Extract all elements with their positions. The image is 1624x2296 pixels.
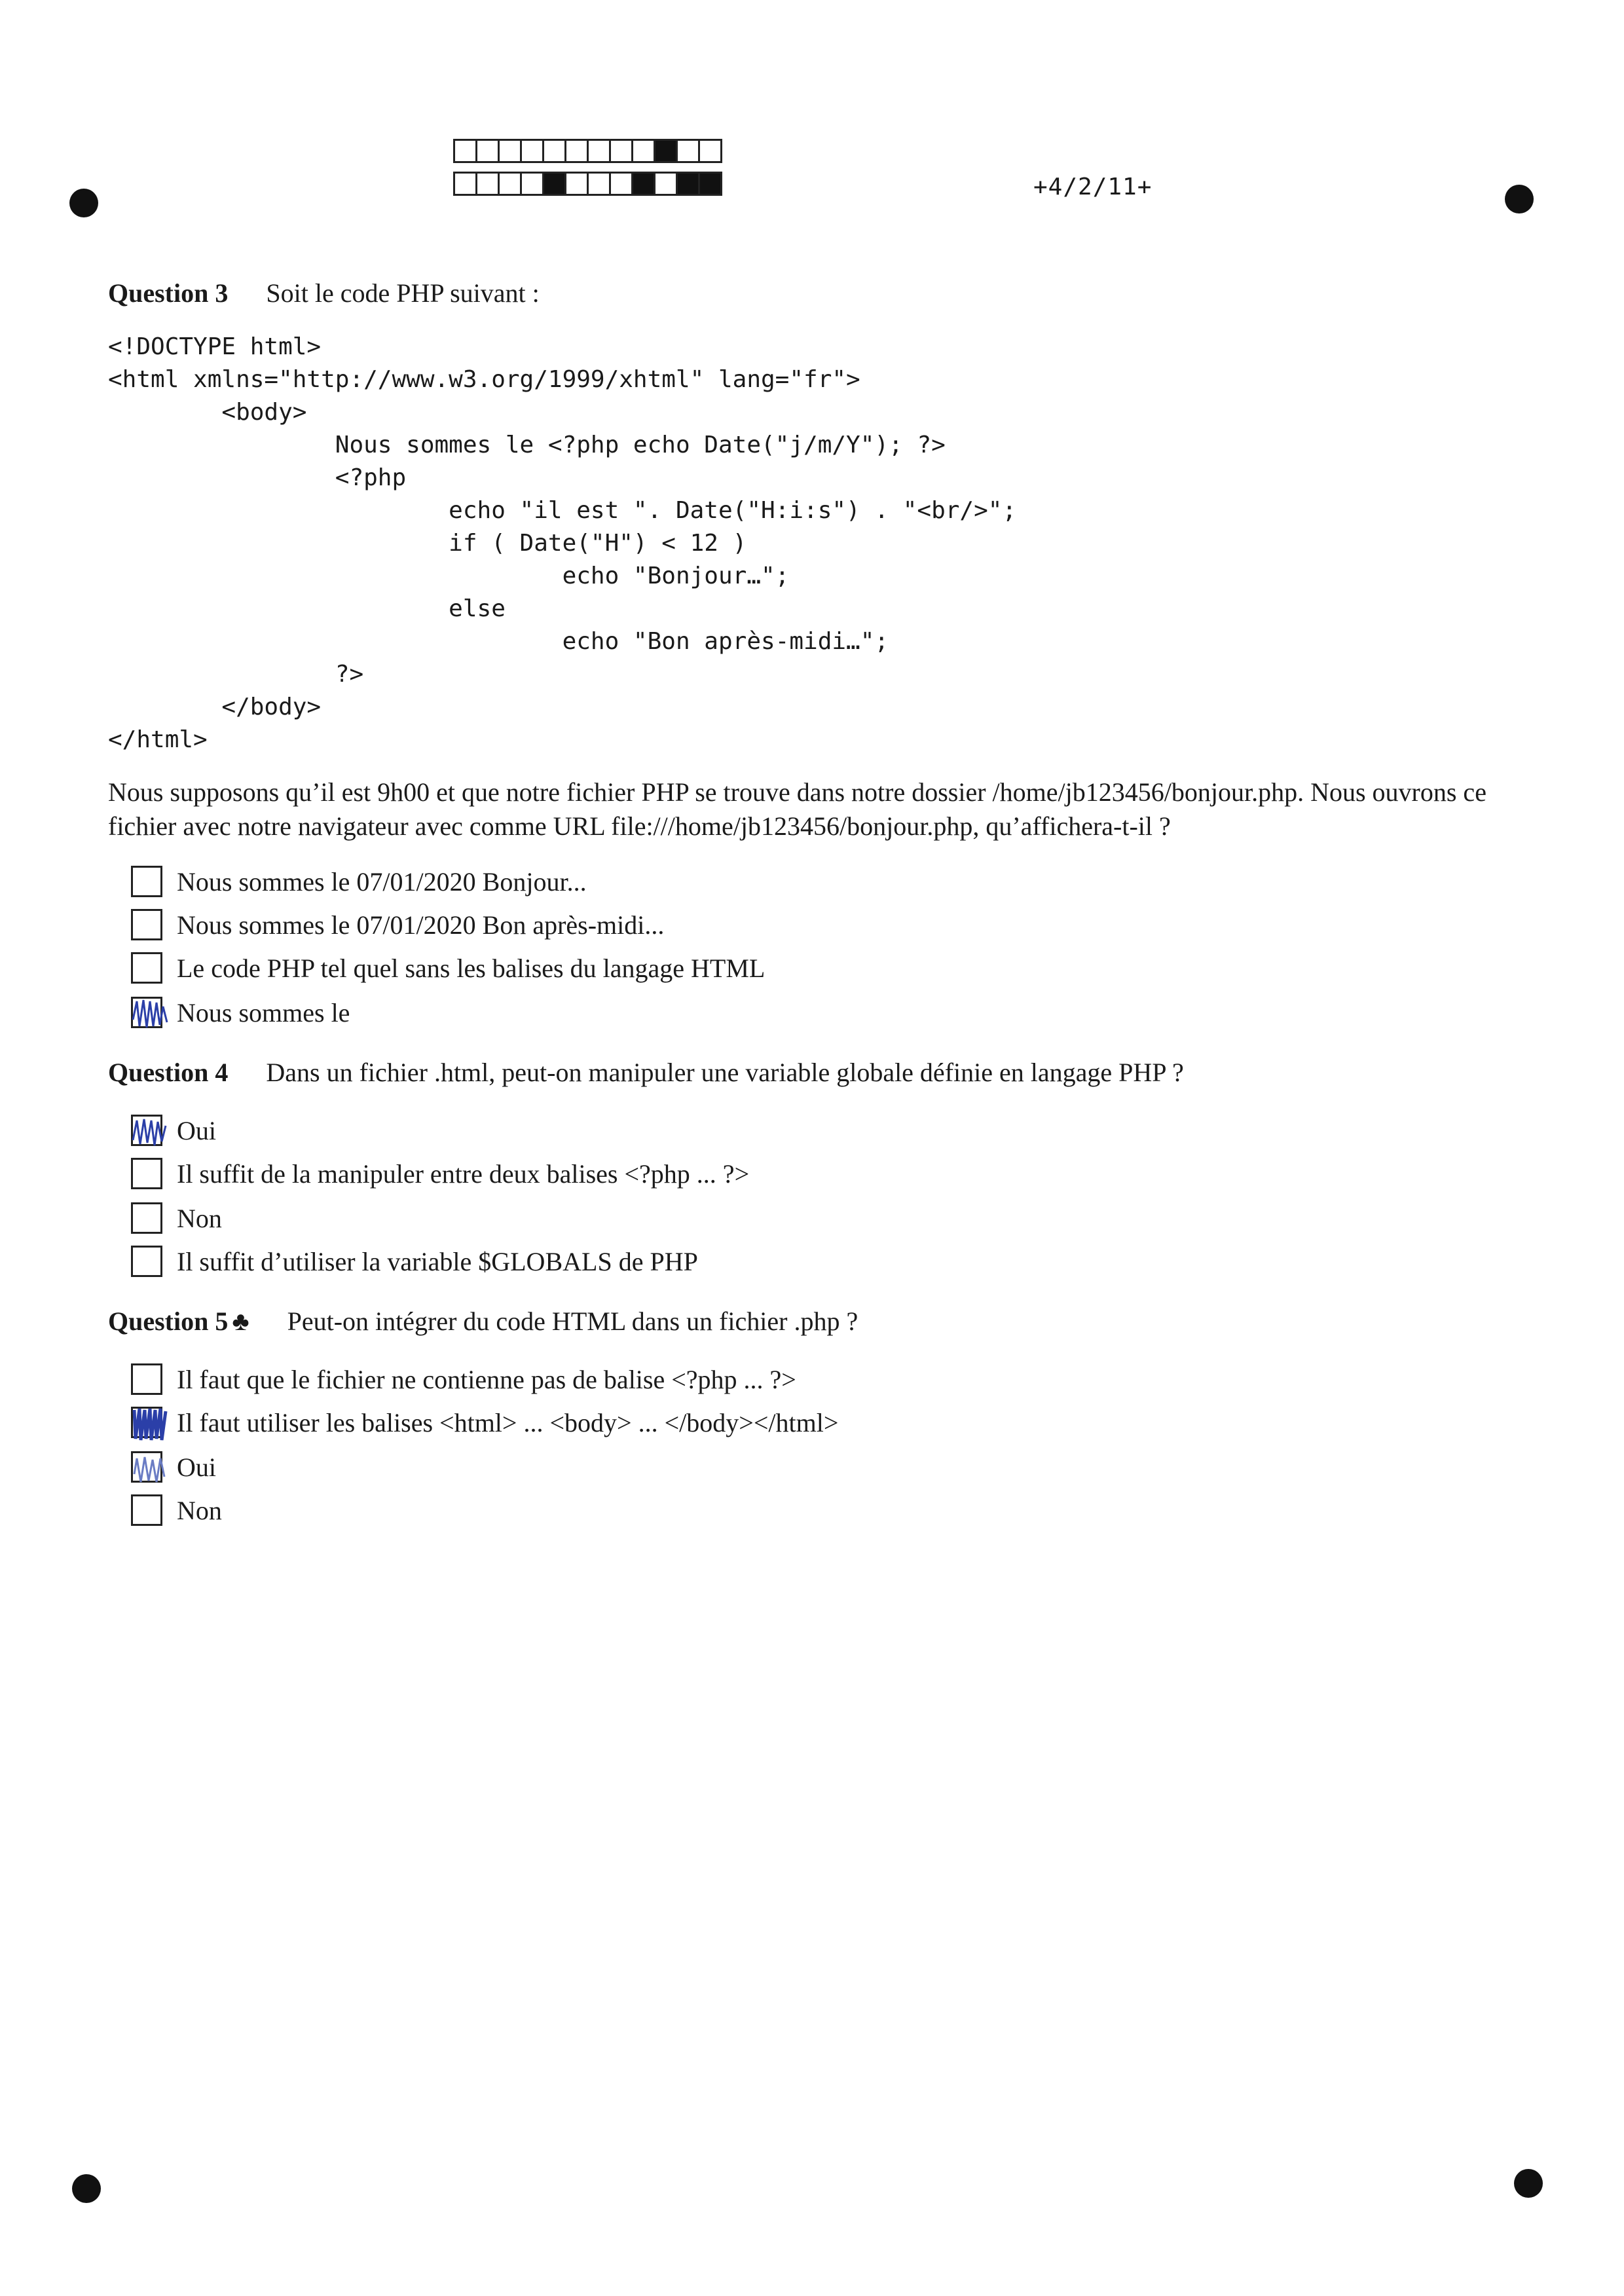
pen-scribble-icon xyxy=(129,1111,170,1153)
marker-cell xyxy=(609,139,633,163)
pen-scribble-icon xyxy=(129,1403,170,1445)
question-4-prompt: Dans un fichier .html, peut-on manipuler une variable globale définie en langage PHP ? xyxy=(266,1058,1184,1087)
checkbox-checked[interactable] xyxy=(131,1115,162,1146)
q4-option-1[interactable] xyxy=(131,1113,216,1147)
q3-option-2[interactable] xyxy=(131,908,664,942)
code-line: Nous sommes le <?php echo Date("j/m/Y"); ?> xyxy=(108,432,946,458)
marker-cell xyxy=(587,172,611,196)
marker-strip-1 xyxy=(453,139,720,163)
code-line: </html> xyxy=(108,726,208,753)
checkbox[interactable] xyxy=(131,952,162,984)
marker-cell-filled xyxy=(542,172,566,196)
option-label: Il faut utiliser les balises <html> ... <body> ... </body></html> xyxy=(177,1407,839,1437)
question-3-header xyxy=(108,278,540,308)
marker-cell xyxy=(475,172,500,196)
marker-cell xyxy=(542,139,566,163)
q5-option-2[interactable] xyxy=(131,1405,838,1439)
option-label: Oui xyxy=(177,1115,216,1145)
option-label: Oui xyxy=(177,1452,216,1482)
q3-option-3[interactable] xyxy=(131,951,765,985)
option-label: Il faut que le fichier ne contienne pas de balise <?php ... ?> xyxy=(177,1364,796,1394)
code-line: <body> xyxy=(108,399,307,426)
option-label: Non xyxy=(177,1495,222,1525)
code-line: <?php xyxy=(108,464,407,491)
marker-cell xyxy=(453,139,477,163)
question-3-prompt: Soit le code PHP suivant : xyxy=(266,278,540,308)
checkbox-checked[interactable] xyxy=(131,1407,162,1438)
marker-cell xyxy=(654,172,678,196)
q4-option-4[interactable] xyxy=(131,1244,698,1278)
question-3-label: Question 3 xyxy=(108,278,229,308)
marker-cell xyxy=(676,139,700,163)
page-code: +4/2/11+ xyxy=(1033,174,1153,200)
code-line: </body> xyxy=(108,694,322,720)
code-line: ?> xyxy=(108,661,364,688)
question-5-label: Question 5 ♣ xyxy=(108,1306,249,1336)
marker-cell xyxy=(587,139,611,163)
registration-dot-top-right xyxy=(1505,185,1534,213)
code-line: <html xmlns="http://www.w3.org/1999/xhtml" lang="fr"> xyxy=(108,366,860,393)
marker-cell xyxy=(609,172,633,196)
marker-cell xyxy=(475,139,500,163)
checkbox[interactable] xyxy=(131,1363,162,1395)
checkbox-checked[interactable] xyxy=(131,997,162,1028)
question-5-header xyxy=(108,1306,858,1337)
q3-option-1[interactable] xyxy=(131,864,587,898)
php-code-block xyxy=(108,331,1016,756)
checkbox[interactable] xyxy=(131,909,162,940)
pen-scribble-icon xyxy=(129,993,170,1035)
option-label: Nous sommes le 07/01/2020 Bon après-midi... xyxy=(177,910,665,940)
code-line: echo "il est ". Date("H:i:s") . "<br/>"; xyxy=(108,497,1017,524)
registration-dot-bottom-left xyxy=(72,2174,101,2203)
marker-strip-2 xyxy=(453,172,720,196)
code-line: <!DOCTYPE html> xyxy=(108,333,322,360)
pen-scribble-icon xyxy=(129,1448,170,1490)
q5-option-4[interactable] xyxy=(131,1493,222,1527)
registration-dot-bottom-right xyxy=(1514,2169,1543,2198)
marker-cell xyxy=(520,139,544,163)
marker-cell xyxy=(453,172,477,196)
option-label: Il suffit d’utiliser la variable $GLOBALS de PHP xyxy=(177,1246,698,1276)
marker-cell-filled xyxy=(698,172,722,196)
option-label: Il suffit de la manipuler entre deux balises <?php ... ?> xyxy=(177,1158,750,1189)
checkbox[interactable] xyxy=(131,1202,162,1234)
club-icon: ♣ xyxy=(232,1306,249,1336)
option-label: Le code PHP tel quel sans les balises du langage HTML xyxy=(177,953,766,983)
code-line: else xyxy=(108,595,506,622)
code-line: if ( Date("H") < 12 ) xyxy=(108,530,747,557)
marker-cell-filled xyxy=(676,172,700,196)
q3-option-4[interactable] xyxy=(131,995,350,1029)
code-line: echo "Bonjour…"; xyxy=(108,563,790,589)
code-line: echo "Bon après-midi…"; xyxy=(108,628,889,655)
checkbox[interactable] xyxy=(131,1246,162,1277)
option-label: Non xyxy=(177,1203,222,1233)
marker-cell xyxy=(520,172,544,196)
question-4-label: Question 4 xyxy=(108,1058,229,1087)
option-label: Nous sommes le 07/01/2020 Bonjour... xyxy=(177,866,587,897)
marker-cell xyxy=(564,139,589,163)
q4-option-2[interactable] xyxy=(131,1157,749,1191)
question-4-header xyxy=(108,1057,1184,1088)
q5-option-1[interactable] xyxy=(131,1362,796,1396)
checkbox[interactable] xyxy=(131,866,162,897)
q4-option-3[interactable] xyxy=(131,1201,222,1235)
marker-cell xyxy=(498,172,522,196)
marker-cell xyxy=(698,139,722,163)
marker-cell-filled xyxy=(654,139,678,163)
marker-cell-filled xyxy=(631,172,655,196)
checkbox-checked[interactable] xyxy=(131,1451,162,1483)
checkbox[interactable] xyxy=(131,1158,162,1189)
question-3-text: Nous supposons qu’il est 9h00 et que notre fichier PHP se trouve dans notre dossier /home/jb123456/bonjour.php. Nous ouvrons ce fichier avec notre navigateur avec comme URL file:///home/jb123456/bonjour.php, qu’affichera-t-il ? xyxy=(108,777,1486,841)
option-label: Nous sommes le xyxy=(177,997,350,1028)
registration-dot-top-left xyxy=(69,189,98,217)
question-5-prompt: Peut-on intégrer du code HTML dans un fichier .php ? xyxy=(287,1306,858,1336)
marker-cell xyxy=(631,139,655,163)
q5-option-3[interactable] xyxy=(131,1450,216,1484)
marker-cell xyxy=(498,139,522,163)
checkbox[interactable] xyxy=(131,1494,162,1526)
marker-cell xyxy=(564,172,589,196)
